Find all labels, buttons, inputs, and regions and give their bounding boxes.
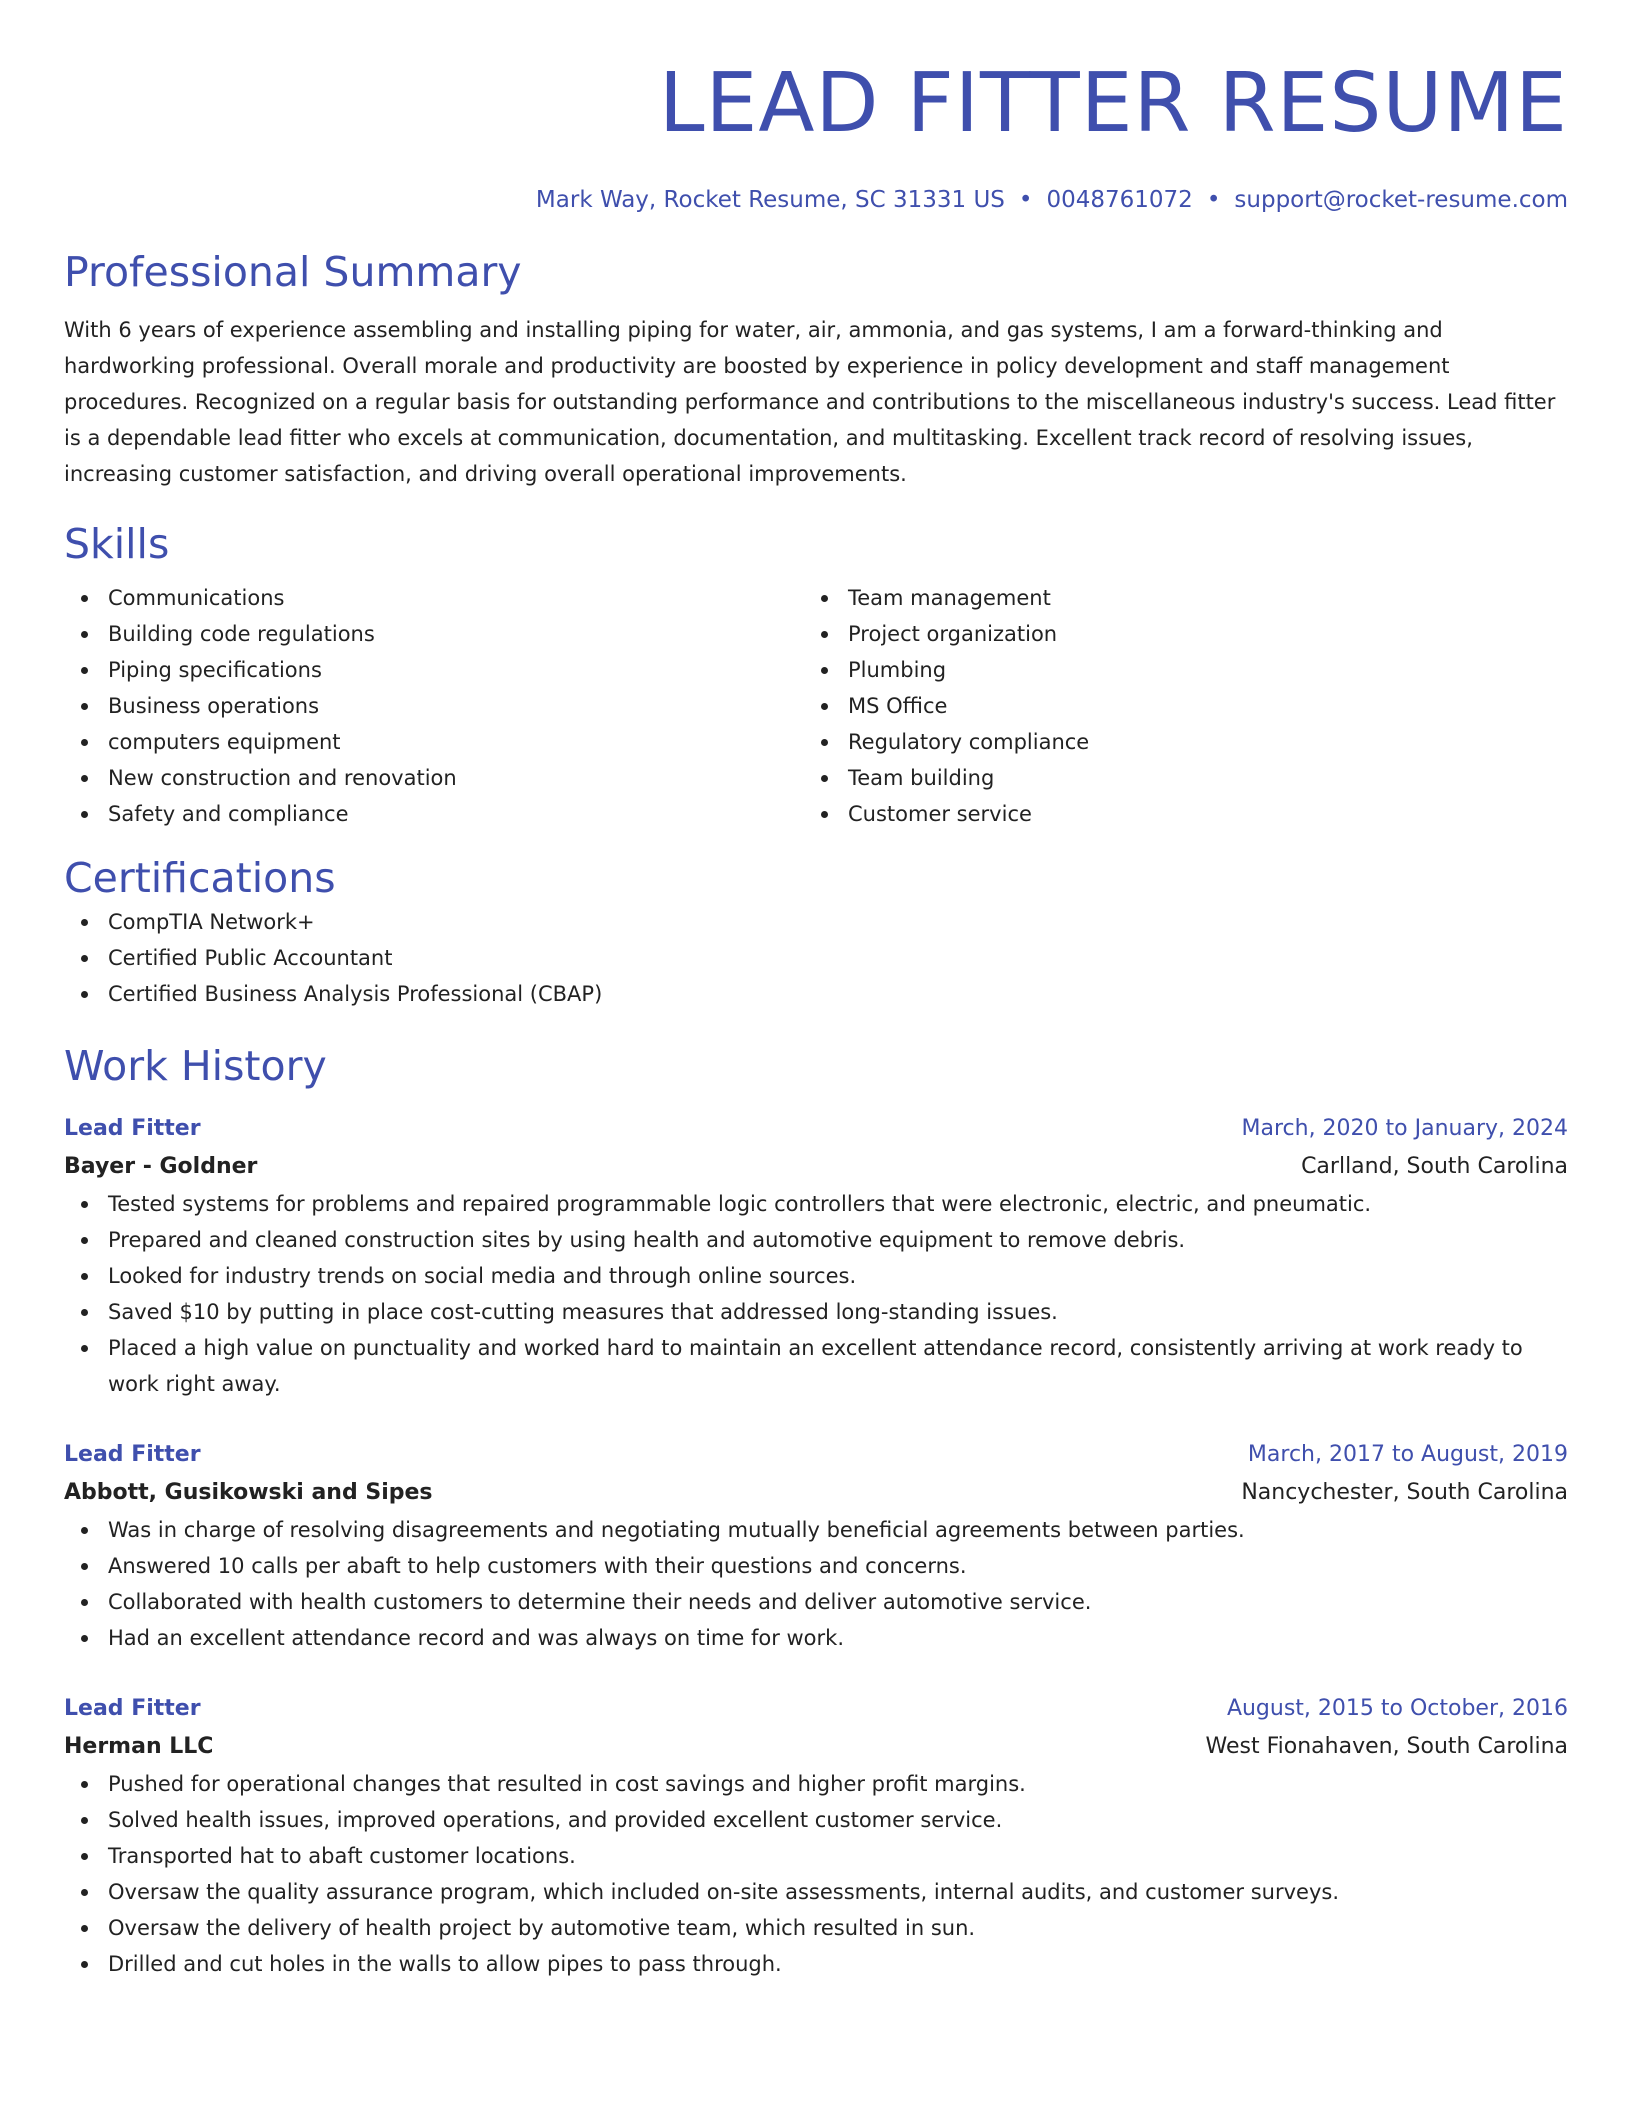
skill-item: Team building [804,760,1544,796]
job-title: Lead Fitter [64,1116,201,1141]
job-dates: August, 2015 to October, 2016 [1226,1696,1568,1721]
job-bullet: Tested systems for problems and repaired programmable logic controllers that were electronic, electric, and pneumatic. [64,1186,1568,1222]
job-company-row [64,1148,1568,1186]
job-location: West Fionahaven, South Carolina [1205,1734,1568,1759]
job-bullet: Placed a high value on punctuality and worked hard to maintain an excellent attendance record, consistently arriving at work ready to work right away. [64,1330,1568,1402]
job-title-row [64,1690,1568,1728]
job-company: Abbott, Gusikowski and Sipes [64,1480,433,1505]
summary-heading: Professional Summary [64,248,522,296]
summary-text: With 6 years of experience assembling and installing piping for water, air, ammonia, and gas systems, I am a forward-thinking and hardworking professional. Overall morale and productivity are boosted by experience in policy development and staff management procedures. Recognized on a regular basis for outstanding performance and contributions to the miscellaneous industry's success. Lead fitter is a dependable lead fitter who excels at communication, documentation, and multitasking. Excellent track record of resolving issues, increasing customer satisfaction, and driving overall operational improvements. [64,318,1556,486]
job-dates: March, 2017 to August, 2019 [1247,1442,1568,1467]
job-company: Herman LLC [64,1734,214,1759]
skill-item: New construction and renovation [64,760,804,796]
job-entry [64,1690,1568,1982]
job-title: Lead Fitter [64,1442,201,1467]
skills-column-left [64,580,804,832]
job-bullet: Prepared and cleaned construction sites by using health and automotive equipment to remove debris. [64,1222,1568,1258]
job-bullet: Pushed for operational changes that resulted in cost savings and higher profit margins. [64,1766,1568,1802]
skill-item: Communications [64,580,804,616]
contact-line [64,184,1568,216]
job-location: Nancychester, South Carolina [1241,1480,1568,1505]
certifications-list [64,904,1568,1012]
job-bullet: Transported hat to abaft customer locations. [64,1838,1568,1874]
contact-phone: 0048761072 [1046,187,1193,213]
skills-column-right [804,580,1544,832]
job-bullet: Answered 10 calls per abaft to help customers with their questions and concerns. [64,1548,1568,1584]
job-title-row [64,1110,1568,1148]
skill-item: Piping specifications [64,652,804,688]
job-bullet-list [64,1186,1568,1402]
job-bullet: Saved $10 by putting in place cost-cutting measures that addressed long-standing issues. [64,1294,1568,1330]
skills-list-left [64,580,804,832]
job-bullet: Solved health issues, improved operations, and provided excellent customer service. [64,1802,1568,1838]
job-bullet: Had an excellent attendance record and was always on time for work. [64,1620,1568,1656]
resume-title: LEAD FITTER RESUME [658,56,1568,151]
skill-item: computers equipment [64,724,804,760]
skill-item: Team management [804,580,1544,616]
job-title-row [64,1436,1568,1474]
skills-list-right [804,580,1544,832]
job-bullet-list [64,1512,1568,1656]
job-bullet: Was in charge of resolving disagreements and negotiating mutually beneficial agreements between parties. [64,1512,1568,1548]
job-title: Lead Fitter [64,1696,201,1721]
skill-item: Building code regulations [64,616,804,652]
certifications-heading: Certifications [64,854,336,902]
contact-separator: • [1018,187,1033,213]
job-bullet: Oversaw the delivery of health project by automotive team, which resulted in sun. [64,1910,1568,1946]
contact-address: Mark Way, Rocket Resume, SC 31331 US [535,187,1005,213]
skill-item: Plumbing [804,652,1544,688]
skill-item: Safety and compliance [64,796,804,832]
skill-item: MS Office [804,688,1544,724]
skill-item: Project organization [804,616,1544,652]
skill-item: Business operations [64,688,804,724]
job-bullet: Drilled and cut holes in the walls to allow pipes to pass through. [64,1946,1568,1982]
job-company: Bayer - Goldner [64,1154,258,1179]
job-bullet-list [64,1766,1568,1982]
resume-page [64,0,1568,1982]
job-location: Carlland, South Carolina [1301,1154,1568,1179]
contact-separator: • [1206,187,1221,213]
job-bullet: Collaborated with health customers to determine their needs and deliver automotive service. [64,1584,1568,1620]
skills-grid [64,580,1568,832]
job-bullet: Oversaw the quality assurance program, which included on-site assessments, internal audits, and customer surveys. [64,1874,1568,1910]
certification-item: Certified Business Analysis Professional (CBAP) [64,976,1568,1012]
certification-item: Certified Public Accountant [64,940,1568,976]
job-dates: March, 2020 to January, 2024 [1241,1116,1568,1141]
job-company-row [64,1728,1568,1766]
skill-item: Customer service [804,796,1544,832]
certification-item: CompTIA Network+ [64,904,1568,940]
job-bullet: Looked for industry trends on social media and through online sources. [64,1258,1568,1294]
work-history-heading: Work History [64,1042,327,1090]
skills-heading: Skills [64,520,170,568]
skill-item: Regulatory compliance [804,724,1544,760]
job-entry [64,1436,1568,1656]
job-company-row [64,1474,1568,1512]
job-entry [64,1110,1568,1402]
contact-email: support@rocket-resume.com [1234,187,1568,213]
